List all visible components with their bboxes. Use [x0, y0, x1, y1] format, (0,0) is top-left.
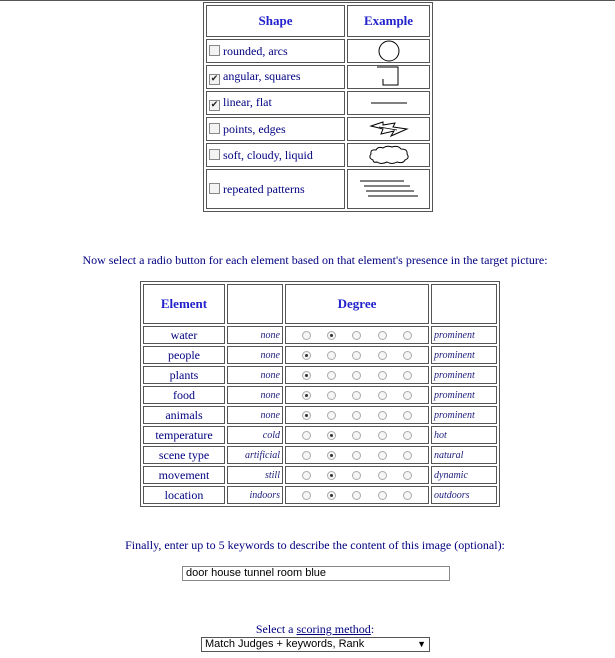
degree-radio-5[interactable] [403, 351, 412, 360]
degree-radio-2[interactable] [327, 451, 336, 460]
checkbox[interactable] [209, 45, 220, 56]
checkbox[interactable]: ✔ [210, 100, 219, 110]
degree-radio-3[interactable] [352, 471, 361, 480]
stripes-icon [348, 177, 429, 201]
scoring-prefix: Select a [255, 622, 297, 636]
element-row [143, 466, 497, 484]
degree-radio-group [285, 366, 429, 384]
high-label: prominent [431, 326, 497, 344]
degree-radio-1[interactable] [302, 371, 311, 380]
shape-row [206, 91, 430, 115]
degree-radio-1[interactable] [302, 391, 311, 400]
degree-radio-3[interactable] [352, 391, 361, 400]
checkbox[interactable]: ✔ [210, 74, 219, 84]
shape-row [206, 117, 430, 141]
element-name: scene type [143, 446, 225, 464]
example-cell [347, 39, 430, 63]
degree-radio-2[interactable] [327, 331, 336, 340]
degree-radio-4[interactable] [378, 491, 387, 500]
degree-radio-4[interactable] [378, 391, 387, 400]
example-cell [347, 91, 430, 115]
degree-radio-group [285, 386, 429, 404]
line-icon [348, 98, 429, 108]
element-name: food [143, 386, 225, 404]
degree-radio-3[interactable] [352, 371, 361, 380]
shape-option-label: rounded, arcs [223, 43, 288, 58]
degree-radio-1[interactable] [302, 431, 311, 440]
low-label: none [227, 326, 283, 344]
low-label: indoors [227, 486, 283, 504]
degree-radio-2[interactable] [327, 371, 336, 380]
keywords-instructions: Finally, enter up to 5 keywords to describe the content of this image (optional): [125, 538, 505, 552]
degree-radio-1[interactable] [302, 331, 311, 340]
degree-radio-3[interactable] [352, 331, 361, 340]
degree-header: Degree [285, 284, 429, 324]
degree-radio-4[interactable] [378, 451, 387, 460]
scoring-instructions [0, 622, 615, 637]
degree-radio-4[interactable] [378, 331, 387, 340]
high-label-header [431, 284, 497, 324]
element-name: location [143, 486, 225, 504]
low-label: still [227, 466, 283, 484]
element-row [143, 426, 497, 444]
scoring-method-select[interactable] [201, 637, 430, 652]
degree-radio-4[interactable] [378, 471, 387, 480]
element-row [143, 406, 497, 424]
low-label: none [227, 386, 283, 404]
high-label: prominent [431, 346, 497, 364]
element-name: movement [143, 466, 225, 484]
shape-option[interactable] [206, 91, 345, 115]
shape-option[interactable] [206, 65, 345, 89]
element-row [143, 386, 497, 404]
low-label: none [227, 406, 283, 424]
example-cell [347, 169, 430, 209]
shape-option-label: soft, cloudy, liquid [223, 147, 313, 162]
shape-option-label: linear, flat [223, 95, 272, 109]
element-name: water [143, 326, 225, 344]
shape-option[interactable] [206, 39, 345, 63]
chevron-down-icon: ▼ [417, 639, 426, 649]
degree-radio-group [285, 466, 429, 484]
element-row [143, 446, 497, 464]
checkbox[interactable] [209, 183, 220, 194]
shape-header: Shape [206, 5, 345, 37]
example-cell [347, 143, 430, 167]
element-name: temperature [143, 426, 225, 444]
high-label: dynamic [431, 466, 497, 484]
degree-radio-5[interactable] [403, 451, 412, 460]
degree-radio-3[interactable] [352, 351, 361, 360]
element-table [140, 281, 500, 507]
shape-option[interactable] [206, 143, 345, 167]
example-header: Example [347, 5, 430, 37]
square-corner-icon [348, 66, 429, 88]
degree-radio-5[interactable] [403, 471, 412, 480]
degree-radio-2[interactable] [327, 471, 336, 480]
degree-radio-1[interactable] [302, 451, 311, 460]
shape-row [206, 65, 430, 89]
high-label: prominent [431, 386, 497, 404]
shape-row [206, 39, 430, 63]
degree-radio-5[interactable] [403, 391, 412, 400]
scoring-suffix: : [370, 622, 375, 636]
degree-radio-group [285, 346, 429, 364]
degree-radio-group [285, 486, 429, 504]
degree-radio-4[interactable] [378, 351, 387, 360]
low-label: none [227, 366, 283, 384]
element-row [143, 326, 497, 344]
element-row [143, 366, 497, 384]
example-cell [347, 117, 430, 141]
keywords-input[interactable]: door house tunnel room blue [182, 566, 450, 581]
high-label: hot [431, 426, 497, 444]
degree-radio-2[interactable] [327, 491, 336, 500]
shape-table [203, 2, 433, 212]
degree-radio-4[interactable] [378, 431, 387, 440]
low-label: none [227, 346, 283, 364]
degree-radio-2[interactable] [327, 431, 336, 440]
low-label-header [227, 284, 283, 324]
high-label: natural [431, 446, 497, 464]
shape-option-label: repeated patterns [223, 181, 305, 196]
high-label: outdoors [431, 486, 497, 504]
degree-radio-3[interactable] [352, 431, 361, 440]
degree-radio-group [285, 426, 429, 444]
degree-radio-3[interactable] [352, 491, 361, 500]
degree-radio-1[interactable] [302, 491, 311, 500]
circle-icon [348, 40, 429, 62]
degree-radio-3[interactable] [352, 411, 361, 420]
degree-radio-2[interactable] [327, 411, 336, 420]
shape-option-label: points, edges [223, 121, 286, 136]
element-row [143, 346, 497, 364]
radio-instructions: Now select a radio button for each element based on that element's presence in the target picture: [82, 253, 548, 267]
element-row [143, 486, 497, 504]
element-name: people [143, 346, 225, 364]
element-header: Element [143, 284, 225, 324]
degree-radio-1[interactable] [302, 411, 311, 420]
low-label: cold [227, 426, 283, 444]
degree-radio-5[interactable] [403, 331, 412, 340]
shape-row [206, 169, 430, 209]
degree-radio-5[interactable] [403, 491, 412, 500]
degree-radio-5[interactable] [403, 411, 412, 420]
degree-radio-5[interactable] [403, 371, 412, 380]
degree-radio-group [285, 326, 429, 344]
degree-radio-group [285, 406, 429, 424]
checkbox[interactable] [209, 123, 220, 134]
lightning-icon [348, 120, 429, 138]
degree-radio-1[interactable] [302, 471, 311, 480]
example-cell [347, 65, 430, 89]
high-label: prominent [431, 406, 497, 424]
degree-radio-3[interactable] [352, 451, 361, 460]
degree-radio-1[interactable] [302, 351, 311, 360]
scoring-method-value: Match Judges + keywords, Rank [205, 638, 365, 650]
degree-radio-group [285, 446, 429, 464]
high-label: prominent [431, 366, 497, 384]
degree-radio-5[interactable] [403, 431, 412, 440]
checkbox[interactable] [209, 149, 220, 160]
degree-radio-2[interactable] [327, 391, 336, 400]
element-name: plants [143, 366, 225, 384]
scoring-method-link[interactable]: scoring method [296, 622, 371, 636]
degree-radio-4[interactable] [378, 411, 387, 420]
shape-row [206, 143, 430, 167]
degree-radio-2[interactable] [327, 351, 336, 360]
shape-option-label: angular, squares [223, 69, 301, 83]
shape-option[interactable] [206, 169, 345, 209]
element-name: animals [143, 406, 225, 424]
low-label: artificial [227, 446, 283, 464]
degree-radio-4[interactable] [378, 371, 387, 380]
shape-option[interactable] [206, 117, 345, 141]
cloud-icon [348, 144, 429, 166]
